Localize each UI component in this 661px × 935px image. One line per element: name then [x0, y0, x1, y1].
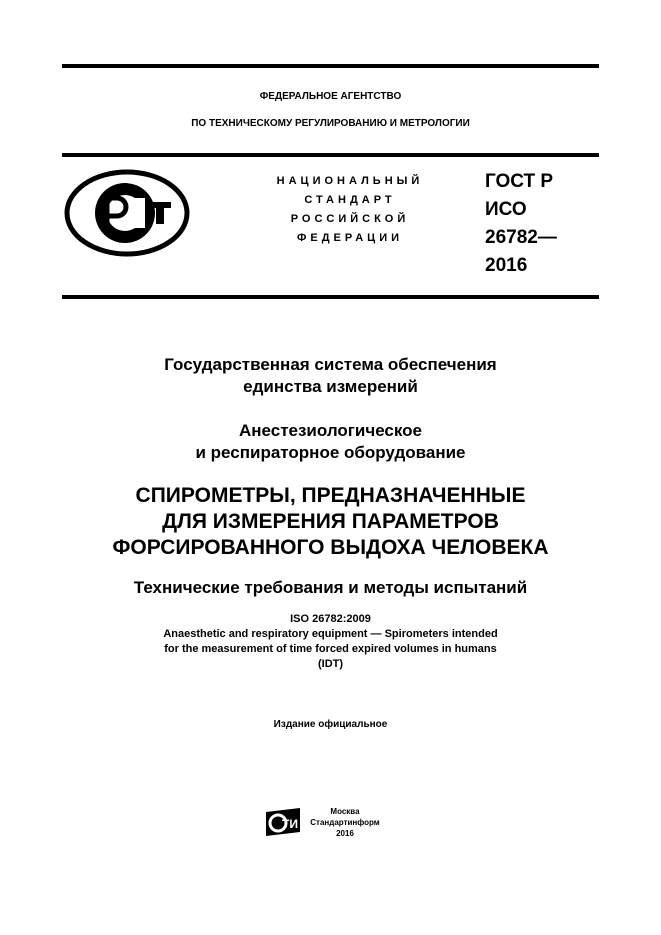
iso-line: (IDT) [317, 658, 344, 670]
header-bottom-rule [62, 295, 599, 299]
top-rule [62, 64, 599, 68]
designation-line: ГОСТ Р [485, 171, 554, 192]
national-line: РОССИЙСКОЙ [290, 213, 410, 225]
iso-reference [62, 612, 599, 672]
subtitle: Технические требования и методы испытаний [133, 578, 528, 597]
title-line: ДЛЯ ИЗМЕРЕНИЯ ПАРАМЕТРОВ [162, 510, 499, 533]
title-line: Государственная система обеспечения [164, 355, 497, 374]
header-rule [62, 153, 599, 157]
publisher-city: Москва [330, 807, 360, 816]
title-line: Анестезиологическое [238, 421, 423, 440]
title-line: СПИРОМЕТРЫ, ПРЕДНАЗНАЧЕННЫЕ [135, 484, 526, 507]
main-title [62, 483, 599, 561]
iso-line: for the measurement of time forced expired volumes in humans [164, 643, 497, 655]
iso-line: Anaesthetic and respiratory equipment — Spirometers intended [163, 628, 498, 640]
national-standard-label [250, 172, 450, 248]
publisher-name: Стандартинформ [310, 818, 380, 827]
standard-designation [485, 168, 557, 280]
agency-line-2: ПО ТЕХНИЧЕСКОМУ РЕГУЛИРОВАНИЮ И МЕТРОЛОГИИ [191, 118, 470, 129]
rst-logo-icon [63, 168, 191, 258]
group-title [62, 420, 599, 464]
series-title [62, 354, 599, 398]
publisher-info [305, 806, 385, 839]
national-line: НАЦИОНАЛЬНЫЙ [276, 175, 424, 187]
title-line: единства измерений [243, 377, 418, 396]
designation-line: 26782— [485, 227, 557, 248]
standartinform-logo-icon [264, 806, 304, 838]
national-line: СТАНДАРТ [304, 194, 396, 206]
designation-line: 2016 [485, 255, 528, 276]
edition-label: Издание официальное [273, 719, 388, 730]
iso-number: ISO 26782:2009 [290, 613, 371, 625]
svg-text:ТИ: ТИ [282, 817, 298, 831]
title-line: ФОРСИРОВАННОГО ВЫДОХА ЧЕЛОВЕКА [112, 536, 549, 559]
national-line: ФЕДЕРАЦИИ [296, 232, 404, 244]
title-line: и респираторное оборудование [195, 443, 466, 462]
agency-line-1: ФЕДЕРАЛЬНОЕ АГЕНТСТВО [259, 91, 402, 102]
designation-line: ИСО [485, 199, 527, 220]
publisher-year: 2016 [336, 829, 354, 838]
